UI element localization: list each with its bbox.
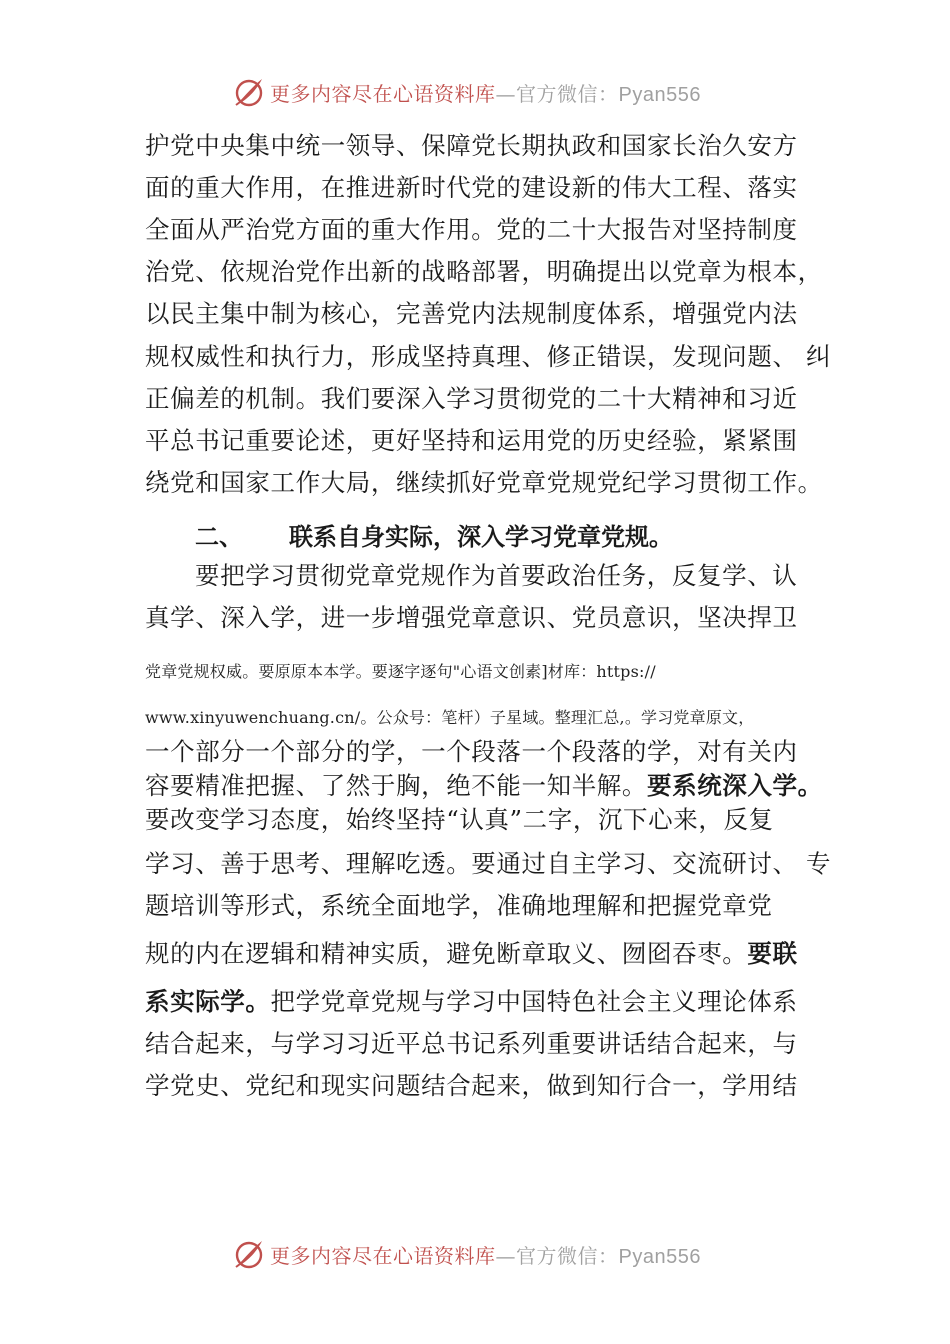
section-title: 联系自身实际，深入学习党章党规。: [289, 523, 673, 551]
body-line: 要把学习贯彻党章党规作为首要政治任务，反复学、认: [195, 561, 798, 590]
body-line: 面的重大作用，在推进新时代党的建设新的伟大工程、落实: [145, 173, 798, 202]
body-line: 正偏差的机制。我们要深入学习贯彻党的二十大精神和习近: [145, 384, 798, 413]
bold-text-run: 要系统深入学。: [647, 771, 823, 800]
body-line: 全面从严治党方面的重大作用。党的二十大报告对坚持制度: [145, 215, 798, 244]
banner-text: 更多内容尽在心语资料库—官方微信：Pyan556: [270, 1243, 701, 1268]
body-line: [145, 986, 798, 1018]
body-line: 护党中央集中统一领导、保障党长期执政和国家长治久安方: [145, 131, 798, 160]
body-line-small: www.xinyuwenchuang.cn/。公众号：笔杆）子星域。整理汇总,。学习党章原文，: [145, 708, 755, 727]
body-line: 学党史、党纪和现实问题结合起来，做到知行合一，学用结: [145, 1071, 798, 1100]
text-run: 规的内在逻辑和精神实质，避免断章取义、囫囵吞枣。: [145, 939, 748, 968]
body-line: 绕党和国家工作大局，继续抓好党章党规党纪学习贯彻工作。: [145, 468, 823, 497]
body-line: 以民主集中制为核心，完善党内法规制度体系，增强党内法: [145, 299, 798, 328]
bold-text-run: 系实际学。: [145, 987, 271, 1016]
banner-text: 更多内容尽在心语资料库—官方微信：Pyan556: [270, 81, 701, 106]
body-line: 要改变学习态度，始终坚持“认真”二字，沉下心来，反复: [145, 805, 774, 834]
body-line: 规权威性和执行力，形成坚持真理、修正错误，发现问题、 纠: [145, 342, 832, 371]
body-line: 一个部分一个部分的学，一个段落一个段落的学，对有关内: [145, 737, 798, 766]
footer-banner: [232, 1234, 752, 1274]
body-line: [145, 770, 823, 802]
body-line: 真学、深入学，进一步增强党章意识、党员意识，坚决捍卫: [145, 603, 798, 632]
body-line: 结合起来，与学习习近平总书记系列重要讲话结合起来，与: [145, 1029, 798, 1058]
body-line: [145, 938, 798, 970]
body-line: 治党、依规治党作出新的战略部署，明确提出以党章为根本，: [145, 257, 823, 286]
body-line: 平总书记重要论述，更好坚持和运用党的历史经验，紧紧围: [145, 426, 798, 455]
header-banner: [232, 72, 752, 112]
quill-logo-icon: [232, 1237, 266, 1271]
body-line: 题培训等形式，系统全面地学，准确地理解和把握党章党: [145, 891, 773, 920]
section-number: 二、: [195, 523, 243, 551]
body-line: 学习、善于思考、理解吃透。要通过自主学习、交流研讨、 专: [145, 849, 832, 878]
section-heading: [195, 521, 673, 553]
body-line-small: 党章党规权威。要原原本本学。要逐字逐句"心语文创素]材库：https://: [145, 662, 656, 681]
bold-text-run: 要联: [747, 939, 798, 968]
text-run: 容要精准把握、了然于胸，绝不能一知半解。: [145, 771, 647, 800]
quill-logo-icon: [232, 75, 266, 109]
text-run: 把学党章党规与学习中国特色社会主义理论体系: [270, 987, 798, 1016]
